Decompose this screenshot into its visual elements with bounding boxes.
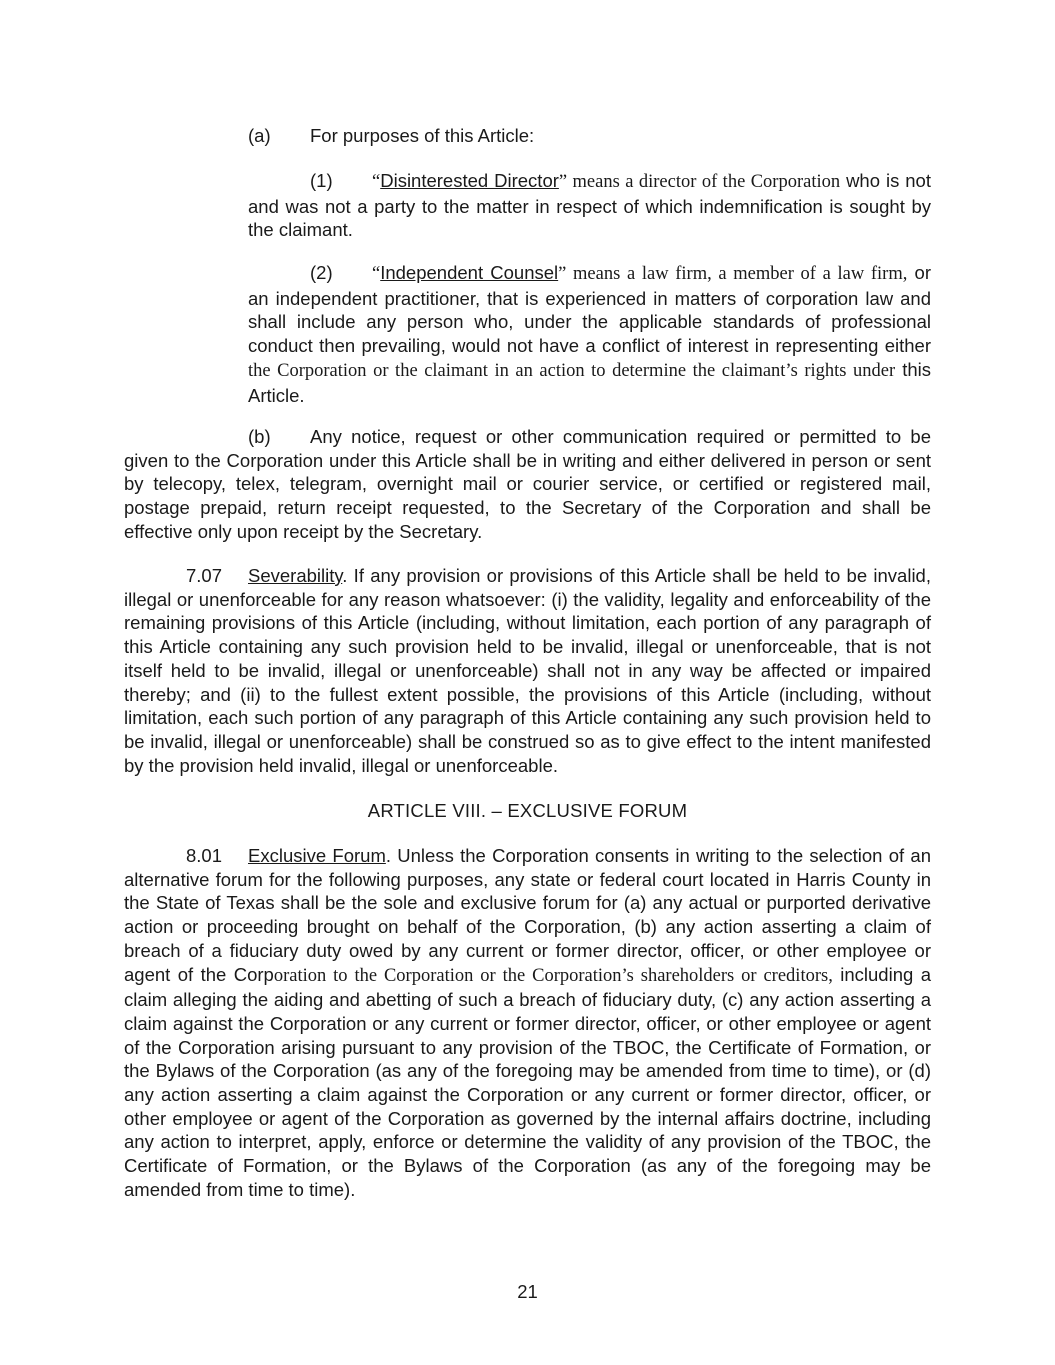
section-title-exclusive-forum: Exclusive Forum xyxy=(248,845,386,866)
section-number: 7.07 xyxy=(186,565,223,586)
paragraph-b-label: (b) xyxy=(248,426,271,447)
paragraph-a1-label: (1) xyxy=(310,170,333,191)
paragraph-a2-text-2: this Article. xyxy=(248,358,931,406)
defined-term-disinterested-director: Disinterested Director xyxy=(380,170,559,191)
paragraph-a2-serif-text-2: the Corporation or the claimant in an action to determine the claimant’s rights under xyxy=(248,360,896,381)
paragraph-a2-serif-text: means a law firm, a member of a law firm, xyxy=(566,264,908,284)
section-8-01-text-2: including a claim alleging the aiding and abetting of such a breach of fiduciary duty, (c) any action asserting a claim against the Corporation or any current or former director, officer, or other employee or agent of the Corporation arising pursuant to any provision of the TBOC, the Certificate of Formation, or the Bylaws of the Corporation (as any of the foregoing may be amended from time to time), or (d) any action asserting a claim against the Corporation or any current or former director, officer, or other employee or agent of the Corporation as governed by the internal affairs doctrine, including any action to interpret, apply, enforce or determine the validity of any provision of the TBOC, the Certificate of Formation, or the Bylaws of the Corporation (as any of the foregoing may be amended from time to time). xyxy=(124,963,931,1200)
paragraph-a xyxy=(248,124,931,148)
paragraph-a2-text: or an independent practitioner, that is experienced in matters of corporation law and shall include any person who, under the applicable standards of professional conduct then prevailing, would not have a conflict of interest in representing either xyxy=(248,262,931,357)
paragraph-a2-label: (2) xyxy=(310,262,333,283)
section-title-period: . xyxy=(385,845,391,866)
paragraph-a1-text: who is not and was not a party to the matter in respect of which indemnification is sought by the claimant. xyxy=(248,170,931,241)
defined-term-independent-counsel: Independent Counsel xyxy=(380,262,559,283)
paragraph-b xyxy=(124,425,931,544)
paragraph-b-text: Any notice, request or other communication required or permitted to be given to the Corporation under this Article shall be in writing and either delivered in person or sent by telecopy, telex, telegram, overnight mail or courier service, or certified or registered mail, postage prepaid, return receipt requested, to the Secretary of the Corporation and shall be effective only upon receipt by the Secretary. xyxy=(124,426,931,542)
open-quote: “ xyxy=(372,264,381,284)
paragraph-a1 xyxy=(248,169,931,242)
paragraph-a-text: For purposes of this Article: xyxy=(310,125,535,146)
close-quote: ” xyxy=(558,264,567,284)
section-7-07 xyxy=(124,564,931,777)
section-title-severability: Severability xyxy=(248,565,343,586)
paragraph-a2 xyxy=(248,261,931,407)
article-heading: ARTICLE VIII. – EXCLUSIVE FORUM xyxy=(367,800,688,821)
section-8-01-serif-text: oration to the Corporation or the Corporation’s shareholders or creditors, xyxy=(273,965,833,986)
section-7-07-text: If any provision or provisions of this Article shall be held to be invalid, illegal or unenforceable for any reason whatsoever: (i) the validity, legality and enforceability of the remaining provisions of this Article (including, without limitation, each portion of any paragraph of this Article containing any such provision held to be invalid, illegal or unenforceable, that is not itself held to be invalid, illegal or unenforceable) shall not in any way be affected or impaired thereby; and (ii) to the fullest extent possible, the provisions of this Article (including, without limitation, each such portion of any paragraph of this Article containing any such provision held to be invalid, illegal or unenforceable) shall be construed so as to give effect to the intent manifested by the provision held invalid, illegal or unenforceable. xyxy=(124,565,931,776)
section-title-period: . xyxy=(342,565,348,586)
page-number: 21 xyxy=(517,1281,538,1302)
open-quote: “ xyxy=(372,172,381,192)
paragraph-a-label: (a) xyxy=(248,125,271,146)
section-8-01-text: Unless the Corporation consents in writing to the selection of an alternative forum for the following purposes, any state or federal court located in Harris County in the State of Texas shall be the sole and exclusive forum for (a) any actual or purported derivative action or proceeding brought on behalf of the Corporation, (b) any action asserting a claim of breach of a fiduciary duty owed by any current or former director, officer, or other employee or agent of the Corp xyxy=(124,845,931,985)
section-8-01 xyxy=(124,844,931,1202)
paragraph-a1-serif-text: means a director of the Corporation xyxy=(567,172,841,192)
section-number: 8.01 xyxy=(186,845,223,866)
close-quote: ” xyxy=(558,172,568,192)
